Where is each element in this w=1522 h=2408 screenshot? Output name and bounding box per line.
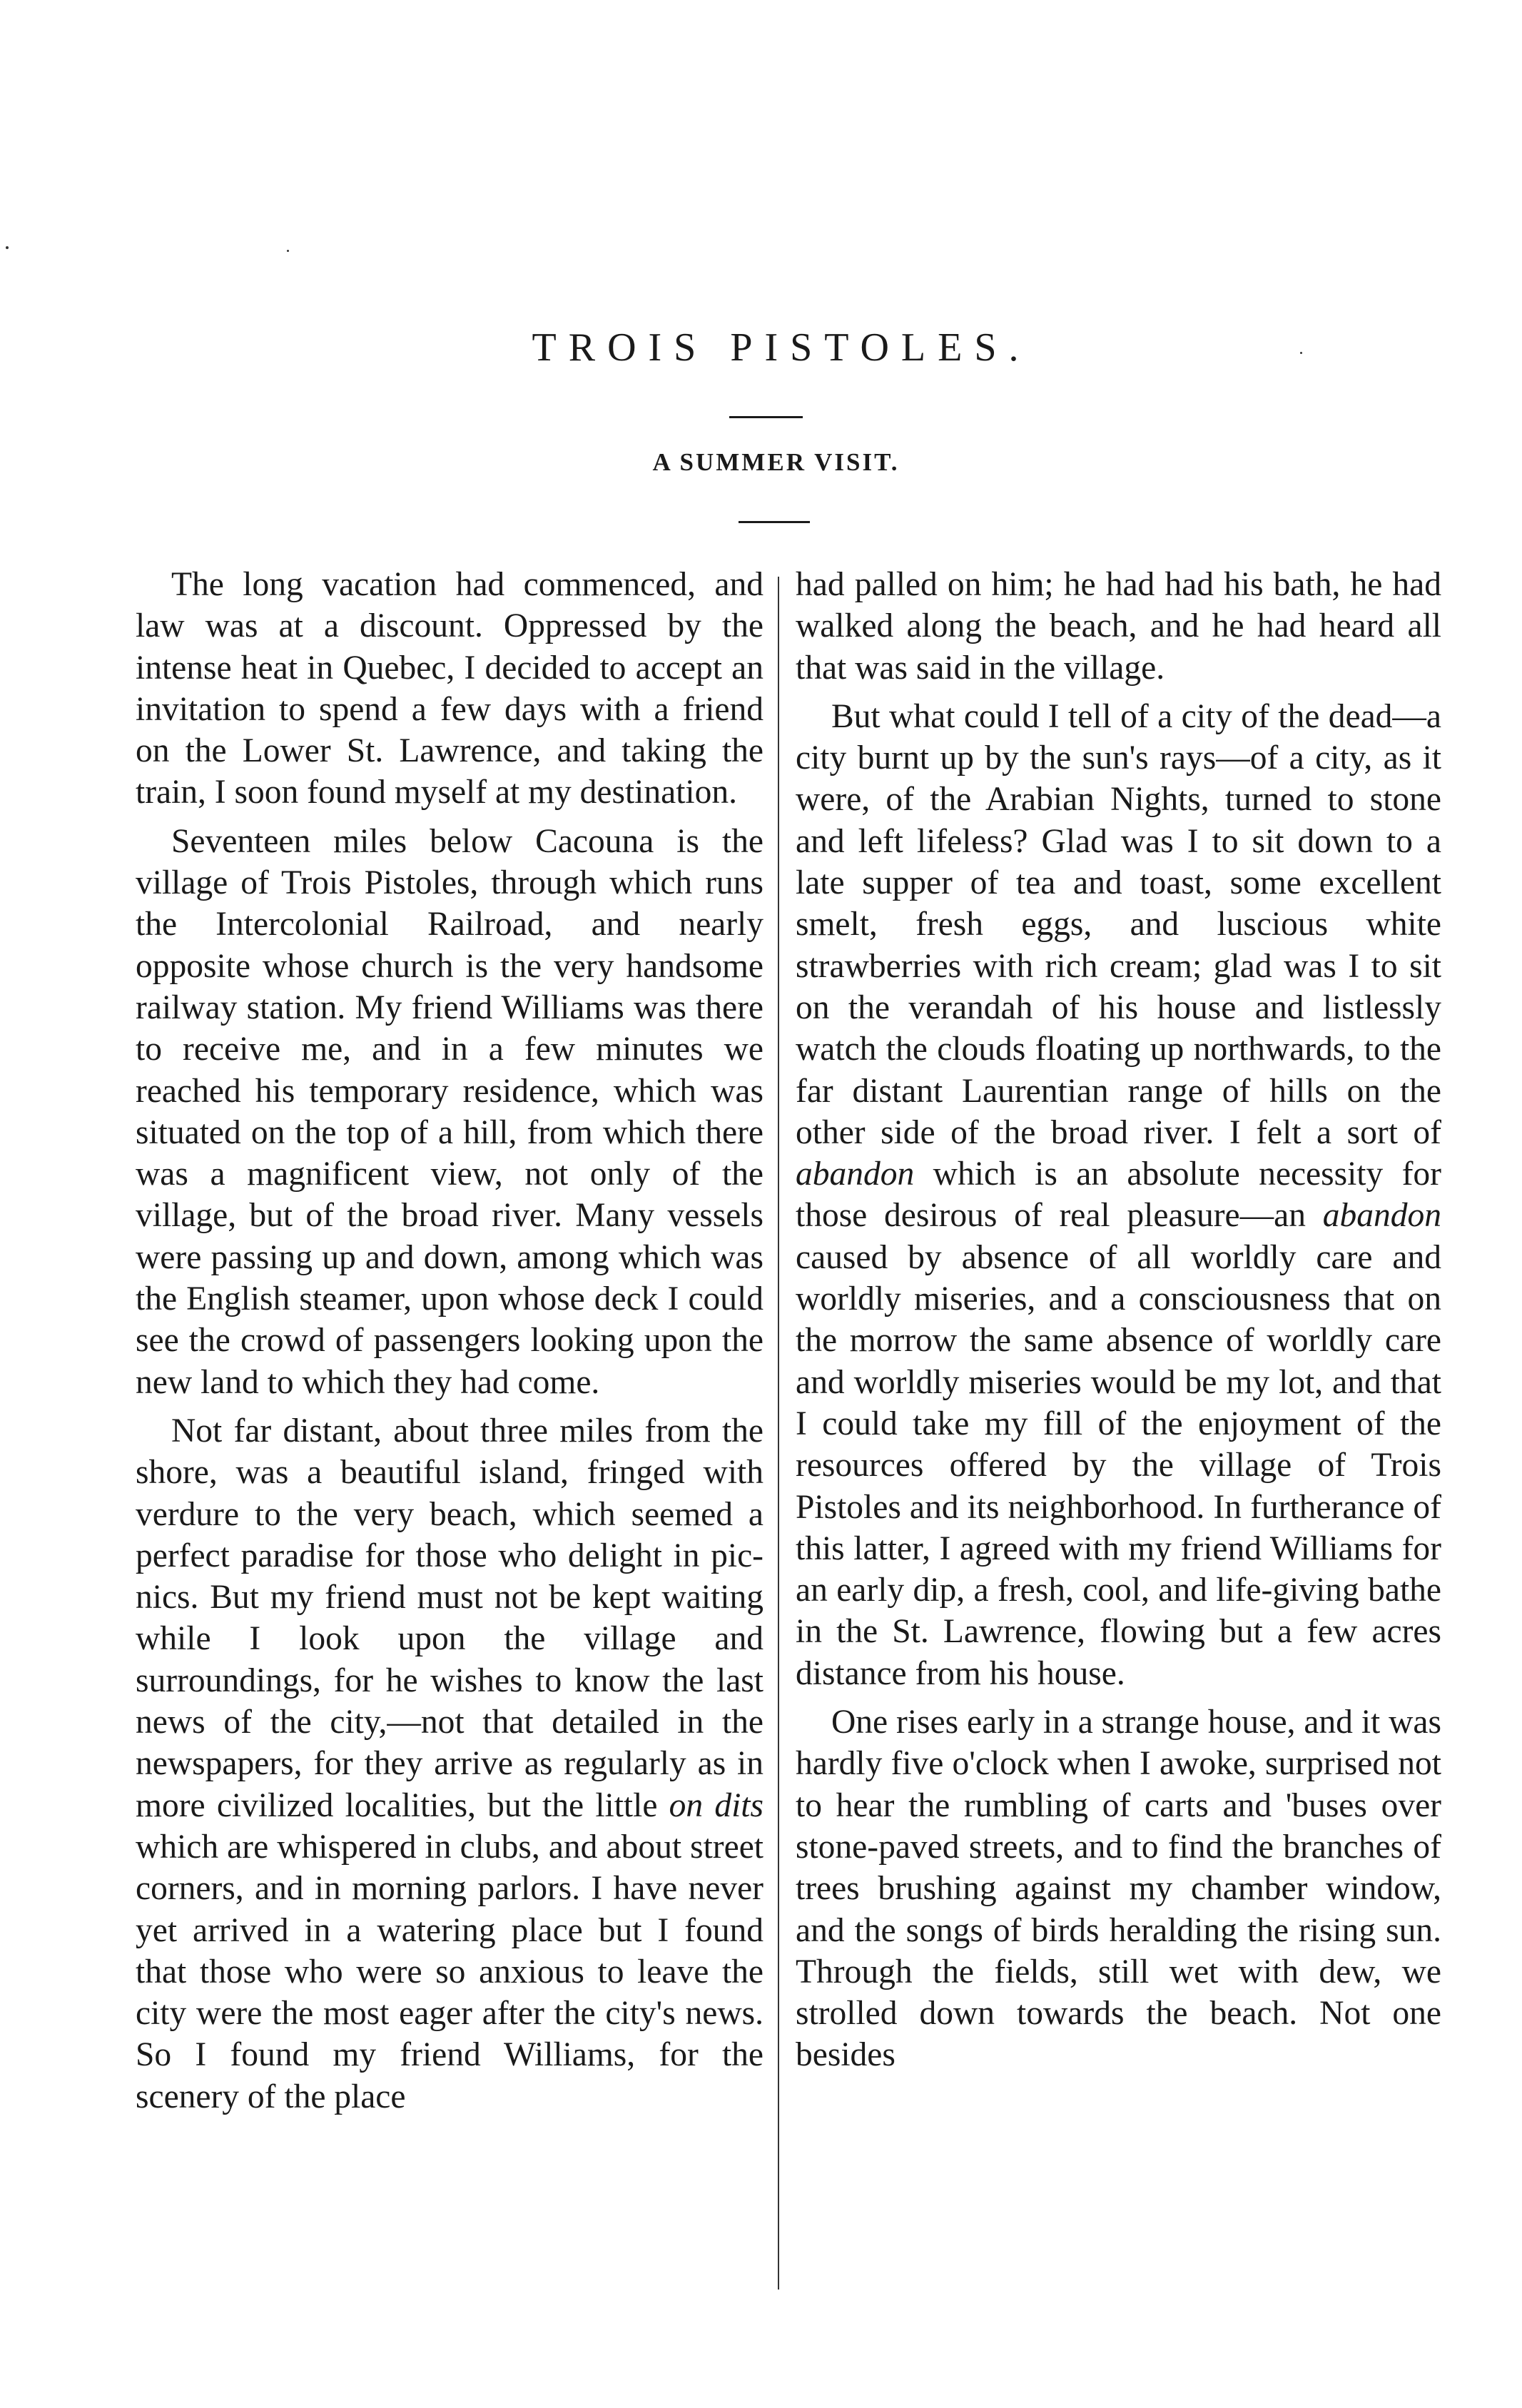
text-run: which are whispered in clubs, and about street corners, and in morning parlors. I have never yet arrived in a watering place but I found that those who were so anxious to leave the city were the most eager after the city's news. So I found my friend Williams, for the scenery of the place — [136, 1828, 763, 2115]
paragraph: The long vacation had commenced, and law was at a discount. Oppressed by the intense heat in Quebec, I decided to accept an invitation to spend a few days with a friend on the Lower St. Lawrence, and taking the train, I soon found myself at my destination. — [136, 566, 763, 811]
italic-phrase: abandon — [796, 1155, 915, 1193]
text-run: caused by absence of all worldly care and worldly miseries, and a consciousness that on the morrow the same absence of worldly care and worldly miseries would be my lot, and that I could take my fill of the enjoyment of the resources offered by the village of Trois Pistoles and its neighborhood. In furtherance of this latter, I agreed with my friend Williams for an early dip, a fresh, cool, and life-giving bathe in the St. Lawrence, flowing but a few acres distance from his house. — [796, 1238, 1441, 1692]
paragraph — [796, 696, 1441, 1694]
text-run: Not far distant, about three miles from the shore, was a beautiful island, fringed with verdure to the very beach, which seemed a perfect paradise for those who delight in pic-nics. But my friend must not be kept waiting while I look upon the village and surroundings, for he wishes to know the last news of the city,—not that detailed in the newspapers, for they arrive as regularly as in more civilized localities, but the little — [136, 1412, 763, 1824]
text-run: But what could I tell of a city of the dead—a city burnt up by the sun's rays—of a city, as it were, of the Arabian Nights, turned to stone and left lifeless? Glad was I to sit down to a late supper of tea and toast, some excellent smelt, fresh eggs, and luscious white strawberries with rich cream; glad was I to sit on the verandah of his house and listlessly watch the clouds floating up northwards, to the far distant Laurentian range of hills on the other side of the broad river. I felt a sort of — [796, 697, 1441, 1151]
page-title: TROIS PISTOLES. — [532, 325, 1031, 370]
left-column — [136, 564, 763, 2118]
print-speck — [287, 250, 289, 252]
text-run: which is an absolute necessity for those desirous of real pleasure—an — [796, 1155, 1441, 1235]
subtitle-rule — [739, 521, 810, 523]
paragraph: Seventeen miles below Cacouna is the village of Trois Pistoles, through which runs the Intercolonial Railroad, and nearly opposite whose church is the very handsome railway station. My friend Williams was there to receive me, and in a few minutes we reached his temporary residence, which was situated on the top of a hill, from which there was a magnificent view, not only of the village, but of the broad river. Many vessels were passing up and down, among which was the English steamer, upon whose deck I could see the crowd of passengers looking upon the new land to which they had come. — [136, 822, 763, 1401]
italic-phrase: abandon — [1322, 1197, 1441, 1235]
page-subtitle: A SUMMER VISIT. — [652, 448, 900, 476]
print-speck — [6, 246, 9, 249]
paragraph — [136, 1410, 763, 2118]
title-rule — [729, 416, 803, 418]
paragraph: One rises early in a strange house, and it was hardly five o'clock when I awoke, surprised not to hear the rumbling of carts and 'buses over stone-paved streets, and to find the branches of trees brushing against my chamber window, and the songs of birds heralding the rising sun. Through the fields, still wet with dew, we strolled down towards the beach. Not one besides — [796, 1704, 1441, 2074]
right-column — [796, 564, 1441, 2076]
column-divider — [778, 577, 779, 2290]
paragraph: had palled on him; he had had his bath, he had walked along the beach, and he had heard all that was said in the village. — [796, 566, 1441, 687]
italic-phrase: on dits — [669, 1786, 763, 1824]
